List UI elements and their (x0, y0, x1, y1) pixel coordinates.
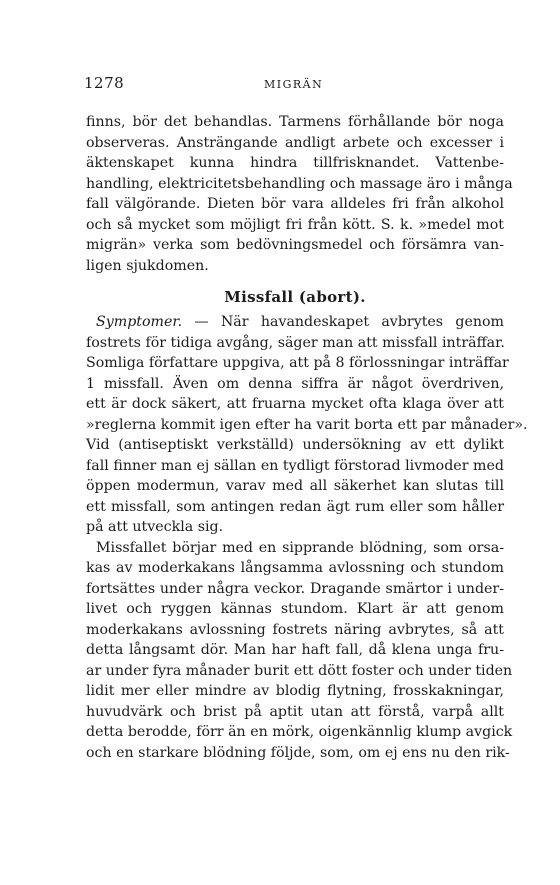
text-line: ligen sjukdomen. (86, 257, 209, 274)
text-line: kas av moderkakans långsamma avlossning och stundom (86, 560, 504, 576)
text-line: lidit mer eller mindre av blodig flytning, frosskakningar, (86, 683, 504, 699)
text-line: Somliga författare uppgiva, att på 8 förlossningar inträffar (86, 355, 509, 371)
text-line: och en starkare blödning följde, som, om ej ens nu den rik- (86, 744, 510, 761)
text-line: och så mycket som möjligt fri från kött. S. k. »medel mot (86, 216, 504, 233)
text-line: ett missfall, som antingen redan ägt rum eller som håller (86, 498, 504, 515)
page-header (84, 74, 504, 94)
paragraph-miscarriage (86, 538, 513, 764)
text-line: observeras. Ansträngande andligt arbete och excesser i (86, 134, 504, 151)
section-heading: Missfall (abort). (224, 288, 366, 306)
text-line: på att utveckla sig. (86, 519, 224, 535)
text-line: fortsättes under några veckor. Dragande smärtor i under- (86, 580, 504, 597)
body-text (86, 112, 528, 763)
text-line: fall finner man ej sällan en tydligt förstorad livmoder med (86, 457, 504, 474)
symptoms-label: Symptomer. (96, 314, 183, 330)
text-line: öppen modermun, varav med all säkerhet kan slutas till (86, 478, 504, 494)
text-line: Vid (antiseptiskt verkställd) undersökning av ett dylikt (86, 437, 504, 453)
text-line: äktenskapet kunna hindra tillfrisknandet. Vattenbe- (86, 155, 504, 171)
text-line: detta berodde, förr än en mörk, oigenkännlig klump avgick (86, 724, 513, 740)
text-line: »reglerna kommit igen efter ha varit borta ett par månader». (86, 416, 528, 433)
text-line: handling, elektricitetsbehandling och massage äro i många (86, 175, 513, 192)
text-line: Symptomer. — När havandeskapet avbrytes genom (96, 314, 504, 330)
paragraph-symptoms (86, 312, 528, 538)
text-line: livet och ryggen kännas stundom. Klart är att genom (86, 601, 504, 617)
text-line: finns, bör det behandlas. Tarmens förhållande bör noga (86, 114, 504, 130)
paragraph-continuation (86, 112, 513, 276)
page-number: 1278 (84, 74, 125, 92)
text-line: ett är dock säkert, att fruarna mycket ofta klaga över att (86, 396, 504, 412)
text-line: huvudvärk och brist på aptit utan att förstå, varpå allt (86, 703, 504, 720)
text-line: fostrets för tidiga avgång, säger man att missfall inträffar. (86, 334, 505, 351)
text-line: ar under fyra månader burit ett dött foster och under tiden (86, 662, 513, 679)
text-line: Missfallet börjar med en sipprande blödning, som orsa- (96, 539, 504, 556)
running-head: MIGRÄN (264, 78, 324, 91)
text-line: moderkakans avlossning fostrets näring avbrytes, så att (86, 621, 504, 638)
text-line: 1 missfall. Även om denna siffra är något överdriven, (86, 375, 504, 392)
text-line: fall välgörande. Dieten bör vara alldeles fri från alkohol (86, 196, 504, 212)
text-line: migrän» verka som bedövningsmedel och försämra van- (86, 237, 504, 253)
text-line: detta långsamt dör. Man har haft fall, då klena unga fru- (86, 642, 504, 658)
